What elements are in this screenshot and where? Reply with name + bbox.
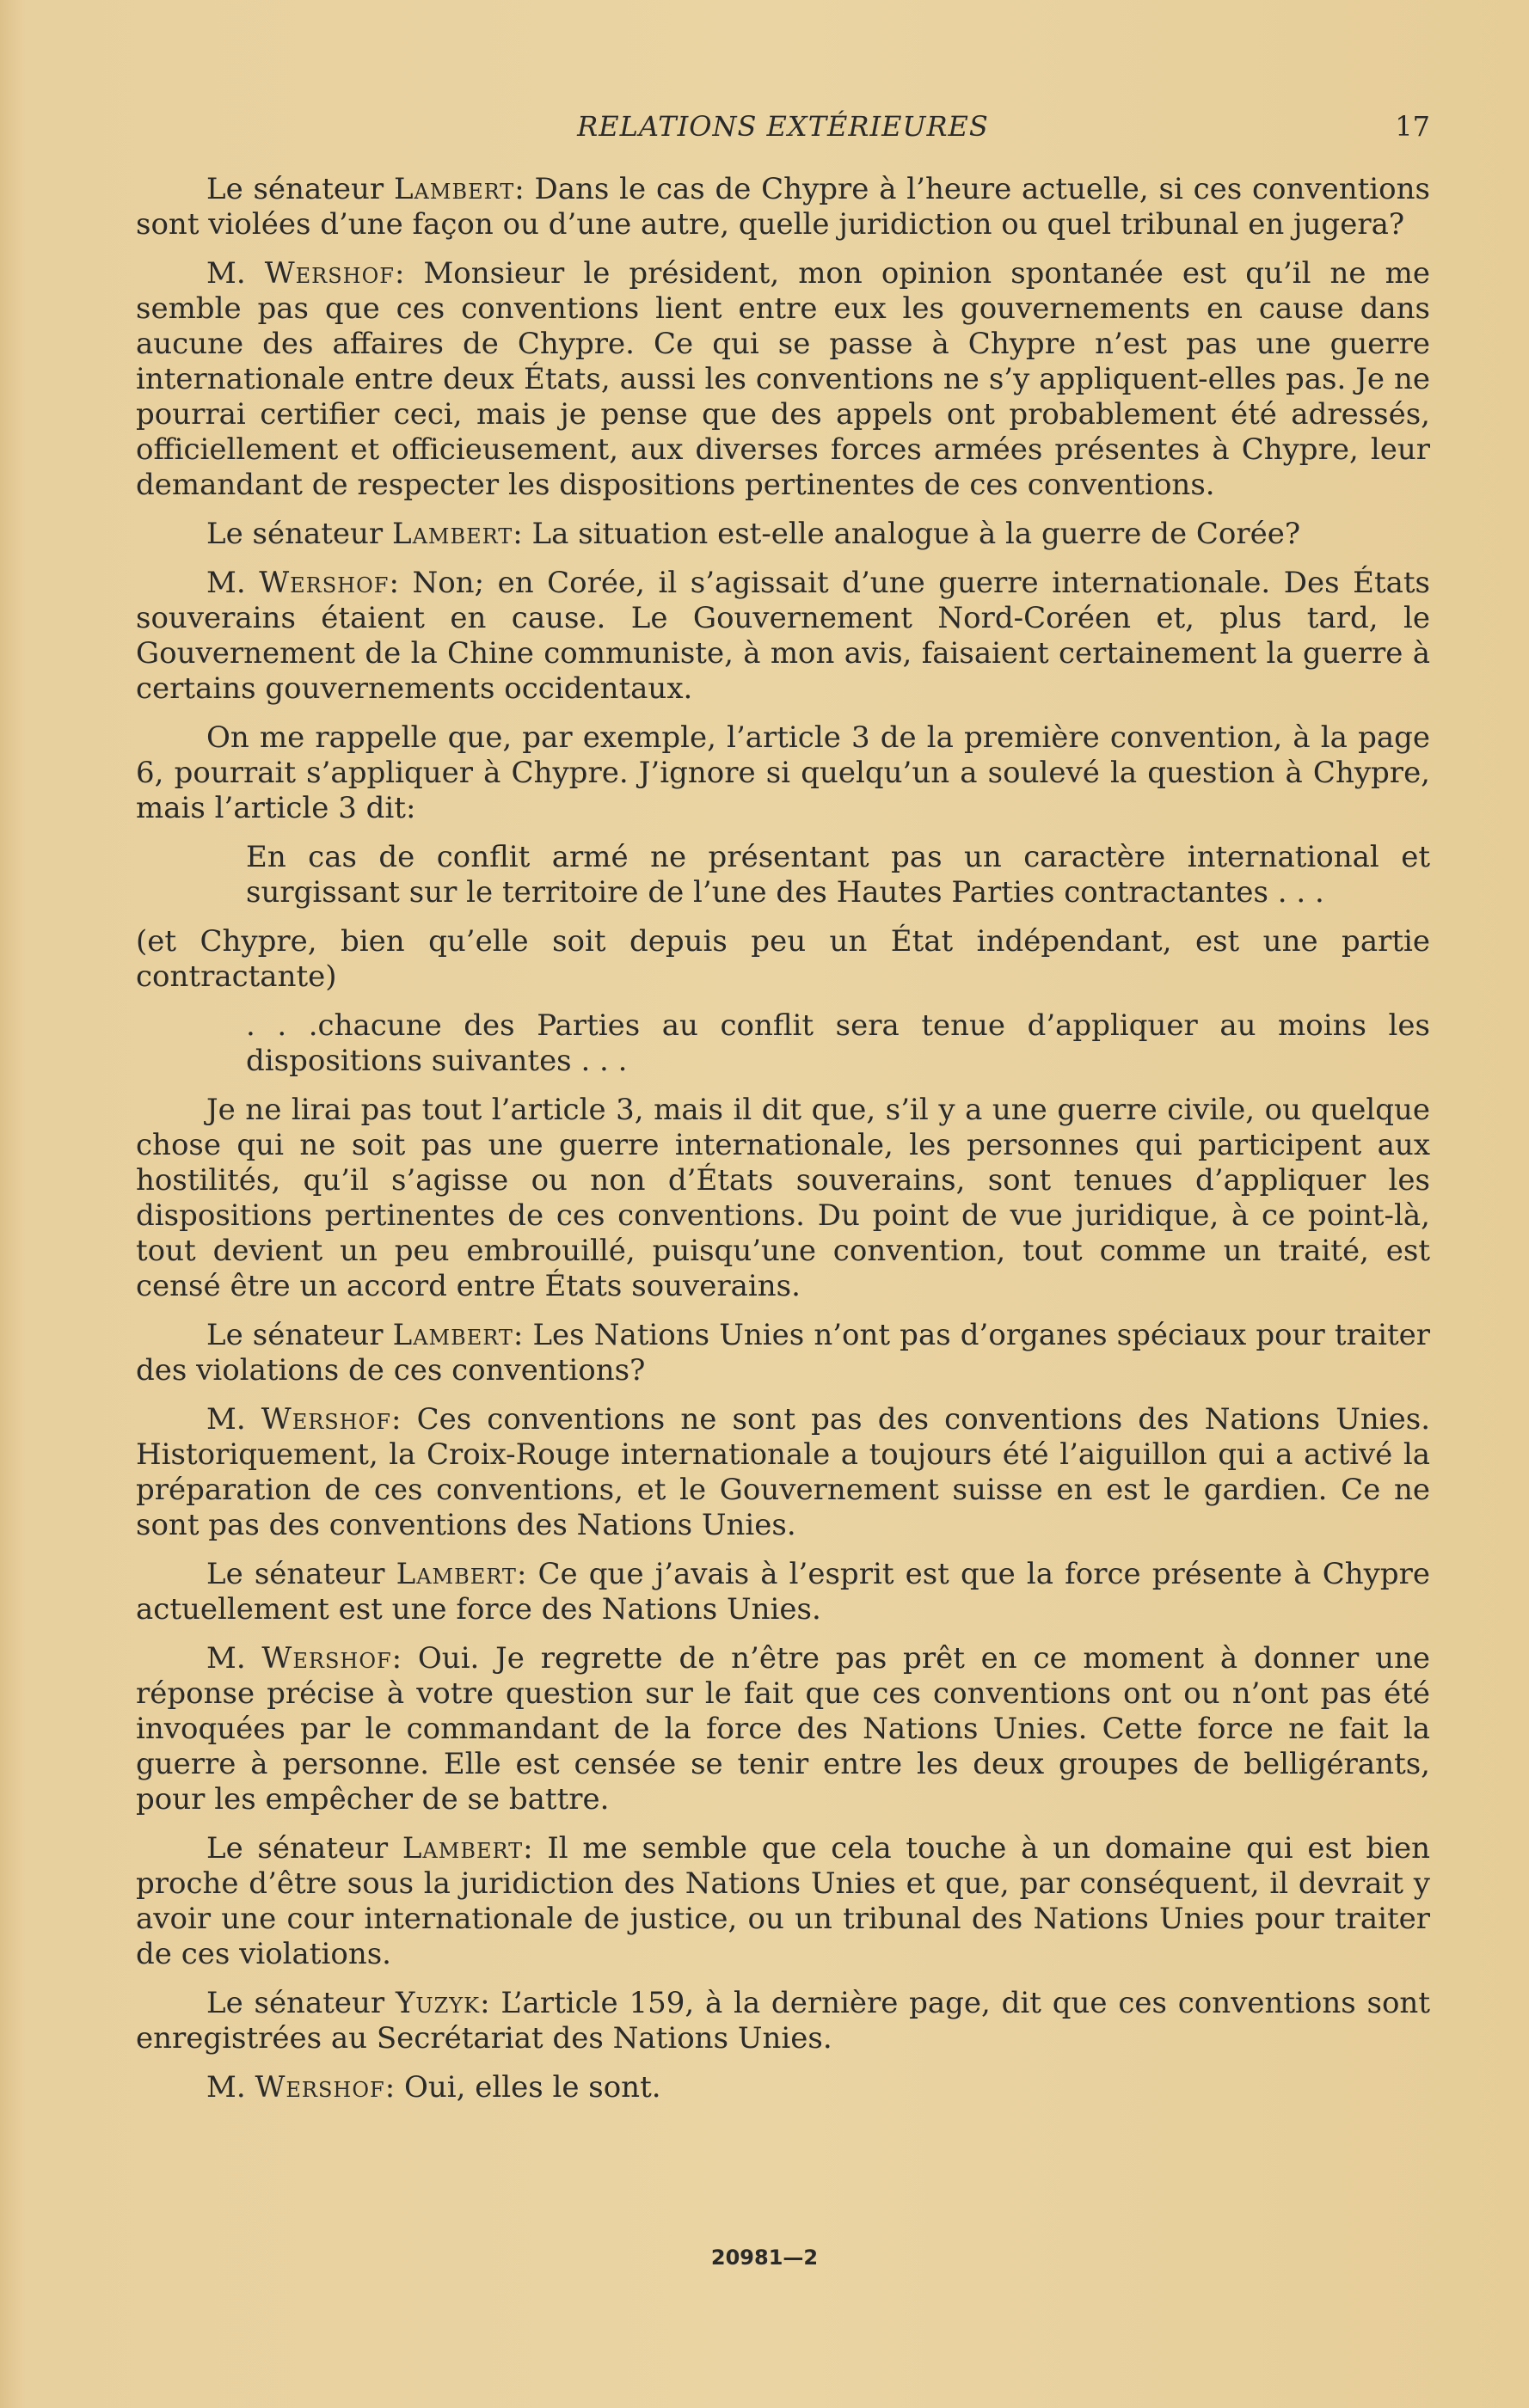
paragraph-article-3-summary: Je ne lirai pas tout l’article 3, mais il dit que, s’il y a une guerre civile, ou quelque chose qui ne soit pas une guerre internationale, les personnes qui participent aux hostilités, qu’il s’agisse ou non d’États souverains, sont tenues d’appliquer les dispositions pertinentes de ces conventions. Du point de vue juridique, à ce point-là, tout devient un peu embrouillé, puisqu’une convention, tout comme un traité, est censé être un accord entre États souverains. (136, 1093, 1430, 1303)
quote-article-3-part-2: . . .chacune des Parties au conflit sera tenue d’appliquer au moins les dispositions suivantes . . . (246, 1008, 1430, 1078)
paragraph-lambert-5 (136, 1831, 1430, 1972)
signature-code: 20981—2 (710, 2246, 819, 2270)
paragraph-text: : Ce que j’avais à l’esprit est que la force présente à Chypre actuellement est une force des Nations Unies. (136, 1557, 1430, 1627)
paragraph-text: : Oui, elles le sont. (384, 2070, 661, 2105)
paragraph-yuzyk-1 (136, 1986, 1430, 2056)
speaker-name: Wershof (264, 256, 395, 291)
speaker-prefix: Le sénateur (206, 172, 394, 206)
paragraph-lambert-4 (136, 1557, 1430, 1627)
running-head: RELATIONS EXTÉRIEURES (577, 110, 989, 143)
paragraph-text: : Dans le cas de Chypre à l’heure actuelle, si ces conventions sont violées d’une façon ou d’une autre, quelle juridiction ou quel tribunal en jugera? (136, 172, 1430, 242)
speaker-prefix: M. (206, 566, 260, 600)
paragraph-text: : Les Nations Unies n’ont pas d’organes spéciaux pour traiter des violations de ces conventions? (136, 1318, 1430, 1388)
speaker-name: Lambert (392, 517, 513, 551)
paragraph-text: : Il me semble que cela touche à un domaine qui est bien proche d’être sous la juridiction des Nations Unies et que, par conséquent, il devrait y avoir une cour internationale de justice, ou un tribunal des Nations Unies pour traiter de ces violations. (136, 1831, 1430, 1971)
paragraph-wershof-4 (136, 1641, 1430, 1817)
page-number: 17 (1395, 110, 1430, 143)
speaker-name: Lambert (396, 1557, 517, 1591)
quote-article-3-part-1: En cas de conflit armé ne présentant pas un caractère international et surgissant sur le territoire de l’une des Hautes Parties contractantes . . . (246, 840, 1430, 910)
paragraph-wershof-1 (136, 256, 1430, 503)
speaker-prefix: Le sénateur (206, 1557, 396, 1591)
paragraph-text: : La situation est-elle analogue à la guerre de Corée? (513, 517, 1301, 551)
speaker-name: Lambert (392, 1318, 513, 1352)
paragraph-article-3-intro: On me rappelle que, par exemple, l’article 3 de la première convention, à la page 6, pourrait s’appliquer à Chypre. J’ignore si quelqu’un a soulevé la question à Chypre, mais l’article 3 dit: (136, 720, 1430, 825)
speaker-name: Wershof (259, 566, 390, 600)
speaker-prefix: M. (206, 1402, 261, 1437)
paragraph-text: : Non; en Corée, il s’agissait d’une guerre internationale. Des États souverains étaient en cause. Le Gouvernement Nord-Coréen et, plus tard, le Gouvernement de la Chine communiste, à mon avis, faisaient certainement la guerre à certains gouvernements occidentaux. (136, 566, 1430, 706)
speaker-name: Wershof (261, 1402, 391, 1437)
speaker-name: Lambert (393, 172, 515, 206)
page-body (136, 172, 1430, 2119)
paragraph-wershof-5 (136, 2070, 1430, 2105)
paragraph-wershof-2 (136, 566, 1430, 707)
speaker-prefix: Le sénateur (206, 1318, 393, 1352)
speaker-prefix: M. (206, 2070, 255, 2105)
speaker-name: Lambert (402, 1831, 524, 1866)
paragraph-text: : Ces conventions ne sont pas des conventions des Nations Unies. Historiquement, la Croix-Rouge internationale a toujours été l’aiguillon qui a activé la préparation de ces conventions, et le Gouvernement suisse en est le gardien. Ce ne sont pas des conventions des Nations Unies. (136, 1402, 1430, 1542)
page-header (136, 110, 1430, 151)
speaker-prefix: Le sénateur (206, 517, 392, 551)
paragraph-text: : Monsieur le président, mon opinion spontanée est qu’il ne me semble pas que ces conventions lient entre eux les gouvernements en cause dans aucune des affaires de Chypre. Ce qui se passe à Chypre n’est pas une guerre internationale entre deux États, aussi les conventions ne s’y appliquent-elles pas. Je ne pourrai certifier ceci, mais je pense que des appels ont probablement été adressés, officiellement et officieusement, aux diverses forces armées présentes à Chypre, leur demandant de respecter les dispositions pertinentes de ces conventions. (136, 256, 1430, 502)
speaker-prefix: Le sénateur (206, 1831, 402, 1866)
paragraph-lambert-3 (136, 1318, 1430, 1388)
paragraph-lambert-2 (136, 517, 1430, 552)
speaker-prefix: M. (206, 1641, 262, 1676)
speaker-name: Wershof (261, 1641, 392, 1676)
paragraph-parenthetical: (et Chypre, bien qu’elle soit depuis peu un État indépendant, est une partie contractante) (136, 924, 1430, 994)
speaker-name: Wershof (255, 2070, 385, 2105)
paragraph-lambert-1 (136, 172, 1430, 242)
speaker-prefix: M. (206, 256, 265, 291)
speaker-prefix: Le sénateur (206, 1986, 396, 2020)
speaker-name: Yuzyk (395, 1986, 481, 2020)
paragraph-text: : L’article 159, à la dernière page, dit que ces conventions sont enregistrées au Secrétariat des Nations Unies. (136, 1986, 1430, 2056)
paragraph-text: : Oui. Je regrette de n’être pas prêt en ce moment à donner une réponse précise à votre question sur le fait que ces conventions ont ou n’ont pas été invoquées par le commandant de la force des Nations Unies. Cette force ne fait la guerre à personne. Elle est censée se tenir entre les deux groupes de belligérants, pour les empêcher de se battre. (136, 1641, 1430, 1817)
paragraph-wershof-3 (136, 1402, 1430, 1543)
